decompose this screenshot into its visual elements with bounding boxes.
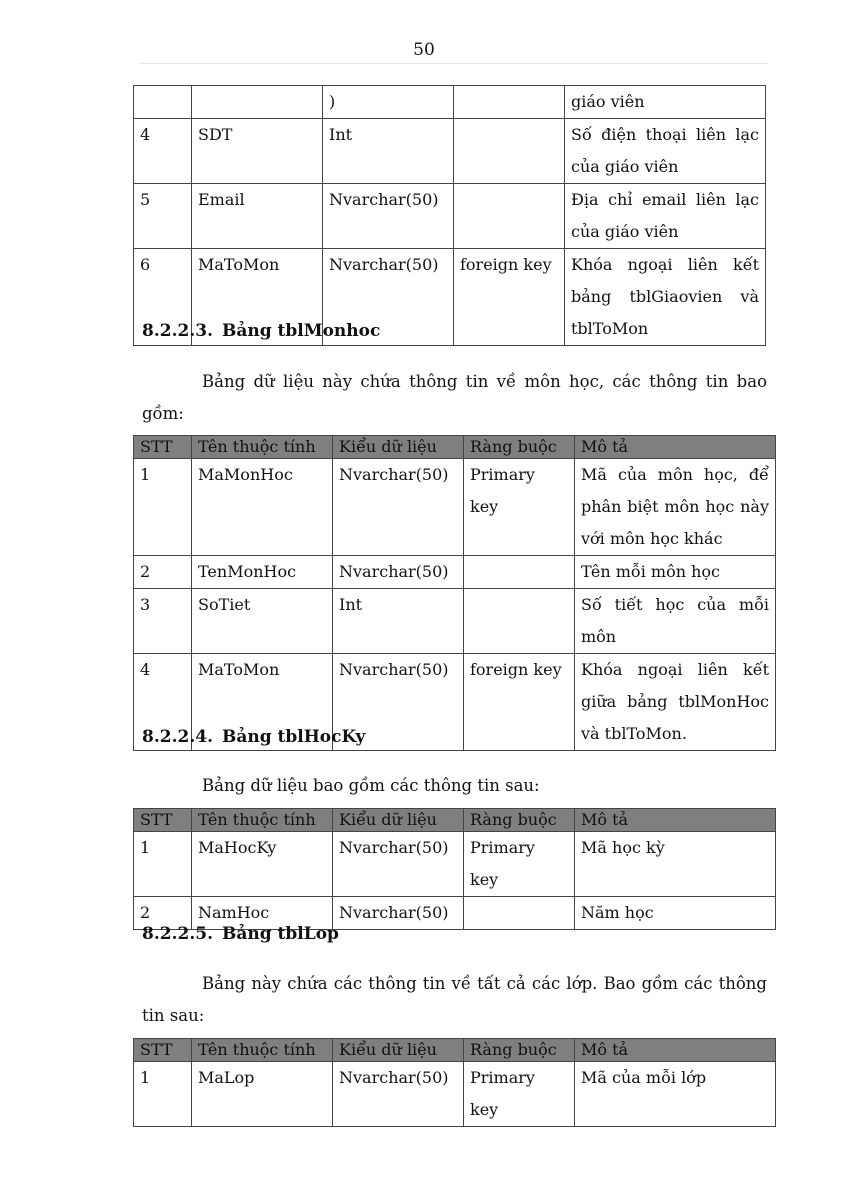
name-cell: MaLop (192, 1062, 333, 1127)
constraint-cell (454, 184, 565, 249)
type-cell: Nvarchar(50) (333, 897, 464, 930)
section-number: 8.2.2.3. (142, 321, 213, 341)
table-giaovien-continued (133, 85, 766, 346)
constraint-cell (464, 556, 575, 589)
table-row (134, 589, 776, 654)
stt-cell: 1 (134, 1062, 192, 1127)
type-cell: Int (323, 119, 454, 184)
name-cell: Email (192, 184, 323, 249)
constraint-cell (454, 119, 565, 184)
header-desc: Mô tả (575, 1039, 776, 1062)
name-cell: SoTiet (192, 589, 333, 654)
page-number: 50 (413, 40, 435, 60)
header-desc: Mô tả (575, 436, 776, 459)
stt-cell: 4 (134, 654, 192, 751)
intro-text: Bảng dữ liệu này chứa thông tin về môn học, các thông tin bao gồm: (142, 372, 767, 423)
type-cell: Nvarchar(50) (323, 184, 454, 249)
table-monhoc (133, 435, 776, 751)
stt-cell: 2 (134, 897, 192, 930)
type-cell: Nvarchar(50) (323, 249, 454, 346)
name-cell: NamHoc (192, 897, 333, 930)
section-number: 8.2.2.4. (142, 727, 213, 747)
table-lop (133, 1038, 776, 1127)
header-type: Kiểu dữ liệu (333, 1039, 464, 1062)
desc-cell: Địa chỉ email liên lạc của giáo viên (565, 184, 766, 249)
stt-cell: 6 (134, 249, 192, 346)
intro-paragraph-monhoc (142, 366, 767, 430)
table-header-row (134, 809, 776, 832)
intro-paragraph-hocky (142, 770, 767, 802)
type-cell: Nvarchar(50) (333, 1062, 464, 1127)
section-heading-monhoc (142, 321, 380, 341)
desc-cell: Mã của mỗi lớp (575, 1062, 776, 1127)
table-row (134, 459, 776, 556)
type-cell: ) (323, 86, 454, 119)
table-header-row (134, 436, 776, 459)
name-cell: MaHocKy (192, 832, 333, 897)
name-cell: MaToMon (192, 654, 333, 751)
name-cell (192, 86, 323, 119)
header-constraint: Ràng buộc (464, 1039, 575, 1062)
header-type: Kiểu dữ liệu (333, 436, 464, 459)
stt-cell: 1 (134, 832, 192, 897)
table-row (134, 556, 776, 589)
header-stt: STT (134, 809, 192, 832)
header-name: Tên thuộc tính (192, 809, 333, 832)
desc-cell: Tên mỗi môn học (575, 556, 776, 589)
desc-cell: Số điện thoại liên lạc của giáo viên (565, 119, 766, 184)
section-title: Bảng tblLop (222, 924, 339, 944)
table-row (134, 119, 766, 184)
type-cell: Nvarchar(50) (333, 654, 464, 751)
constraint-cell (464, 589, 575, 654)
table-row (134, 1062, 776, 1127)
constraint-cell: Primary key (464, 1062, 575, 1127)
section-title: Bảng tblMonhoc (222, 321, 381, 341)
header-rule (140, 63, 767, 64)
stt-cell: 4 (134, 119, 192, 184)
name-cell: MaToMon (192, 249, 323, 346)
header-constraint: Ràng buộc (464, 809, 575, 832)
header-stt: STT (134, 1039, 192, 1062)
stt-cell (134, 86, 192, 119)
desc-cell: Khóa ngoại liên kết bảng tblGiaovien và tblToMon (565, 249, 766, 346)
constraint-cell (454, 86, 565, 119)
type-cell: Nvarchar(50) (333, 832, 464, 897)
desc-cell: Số tiết học của mỗi môn (575, 589, 776, 654)
intro-text: Bảng này chứa các thông tin về tất cả các lớp. Bao gồm các thông tin sau: (142, 974, 767, 1025)
header-type: Kiểu dữ liệu (333, 809, 464, 832)
stt-cell: 3 (134, 589, 192, 654)
table-row (134, 832, 776, 897)
table-header-row (134, 1039, 776, 1062)
desc-cell: Năm học (575, 897, 776, 930)
desc-cell: Mã học kỳ (575, 832, 776, 897)
table-row (134, 184, 766, 249)
name-cell: TenMonHoc (192, 556, 333, 589)
header-name: Tên thuộc tính (192, 436, 333, 459)
type-cell: Nvarchar(50) (333, 459, 464, 556)
intro-text: Bảng dữ liệu bao gồm các thông tin sau: (202, 776, 540, 795)
constraint-cell: foreign key (464, 654, 575, 751)
type-cell: Int (333, 589, 464, 654)
header-stt: STT (134, 436, 192, 459)
section-number: 8.2.2.5. (142, 924, 213, 944)
constraint-cell: Primary key (464, 459, 575, 556)
stt-cell: 1 (134, 459, 192, 556)
name-cell: SDT (192, 119, 323, 184)
header-desc: Mô tả (575, 809, 776, 832)
header-constraint: Ràng buộc (464, 436, 575, 459)
header-name: Tên thuộc tính (192, 1039, 333, 1062)
constraint-cell (464, 897, 575, 930)
desc-cell: Khóa ngoại liên kết giữa bảng tblMonHoc và tblToMon. (575, 654, 776, 751)
constraint-cell: foreign key (454, 249, 565, 346)
section-title: Bảng tblHocKy (222, 727, 366, 747)
table-row (134, 86, 766, 119)
table-hocky (133, 808, 776, 930)
stt-cell: 2 (134, 556, 192, 589)
name-cell: MaMonHoc (192, 459, 333, 556)
stt-cell: 5 (134, 184, 192, 249)
desc-cell: giáo viên (565, 86, 766, 119)
intro-paragraph-lop (142, 968, 767, 1032)
section-heading-lop (142, 924, 339, 944)
constraint-cell: Primary key (464, 832, 575, 897)
type-cell: Nvarchar(50) (333, 556, 464, 589)
section-heading-hocky (142, 727, 365, 747)
desc-cell: Mã của môn học, để phân biệt môn học này với môn học khác (575, 459, 776, 556)
